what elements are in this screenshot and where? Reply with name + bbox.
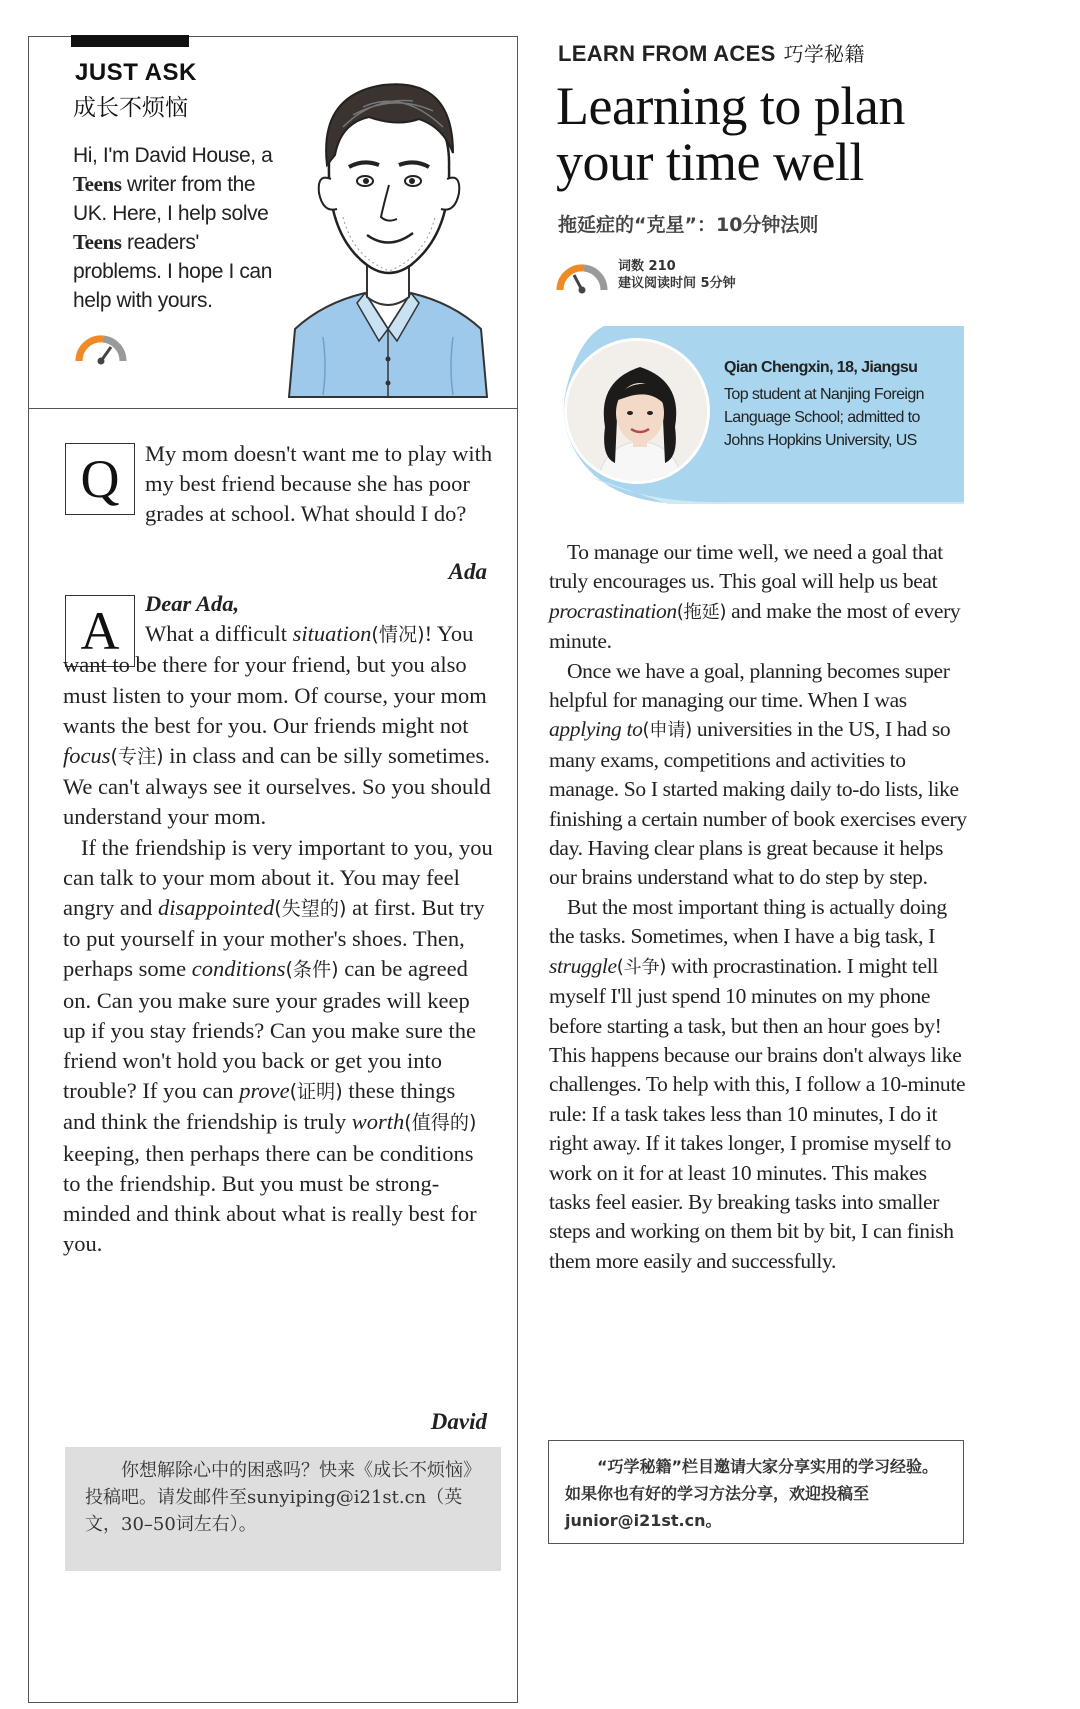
gauge-icon bbox=[554, 262, 610, 294]
word-count: 词数 210 bbox=[618, 259, 676, 274]
question-body: My mom doesn't want me to play with my best friend because she has poor grades at school. What should I do? bbox=[145, 441, 493, 527]
article-paragraph-3: But the most important thing is actually doing the tasks. Sometimes, when I have a big task, I struggle(斗争) with procrastination. I might tell myself I'll just spend 10 minutes on my phone before starting a task, but then an hour goes by! This happens because our brains don't always like challenges. To help with this, I follow a 10-minute rule: If a task takes less than 10 minutes, I do it right away. If it takes longer, I promise myself to work on it for at least 10 minutes. This makes tasks feel easier. By breaking tasks into smaller steps and working on them bit by bit, I can finish them more easily and successfully. bbox=[549, 894, 966, 1273]
author-profile-text bbox=[724, 356, 954, 452]
answer-letter-box: A bbox=[65, 595, 135, 667]
author-profile-card bbox=[548, 326, 964, 504]
question-text bbox=[63, 439, 493, 530]
qian-chengxin-photo bbox=[564, 338, 710, 484]
david-house-caricature bbox=[283, 67, 493, 402]
column-title: JUST ASK bbox=[75, 59, 197, 86]
reading-time: 建议阅读时间 5分钟 bbox=[618, 276, 736, 291]
submission-notice bbox=[65, 1447, 501, 1571]
section-kicker-cn: 巧学秘籍 bbox=[783, 42, 865, 66]
writer-intro: Hi, I'm David House, a Teens writer from the UK. Here, I help solve Teens readers' problems. I hope I can help with yours. bbox=[73, 144, 273, 312]
author-bio: Top student at Nanjing Foreign Language School; admitted to Johns Hopkins University, US bbox=[724, 386, 924, 449]
reading-meta bbox=[618, 258, 736, 292]
section-kicker: LEARN FROM ACES 巧学秘籍 bbox=[558, 41, 865, 66]
submission-notice-text: 你想解除心中的困惑吗？快来《成长不烦恼》投稿吧。请发邮件至sunyiping@i21st.cn（英文，30–50词左右）。 bbox=[85, 1460, 481, 1535]
question-signature: Ada bbox=[448, 559, 487, 584]
answer-signature: David bbox=[430, 1409, 487, 1434]
author-name: Qian Chengxin, 18, Jiangsu bbox=[724, 359, 918, 376]
submission-invite bbox=[548, 1440, 964, 1544]
article-subhead: 拖延症的“克星”：10分钟法则 bbox=[558, 214, 819, 236]
column-subtitle: 成长不烦恼 bbox=[73, 95, 188, 121]
article-headline: Learning to plan your time well bbox=[556, 76, 905, 192]
answer-greeting: Dear Ada, bbox=[145, 591, 240, 616]
article-paragraph-2: Once we have a goal, planning becomes super helpful for managing our time. When I was applying to(申请) universities in the US, I had so many exams, competitions and activities to manage. So I started making daily to-do lists, like finishing a certain number of book exercises every day. Having clear plans is great because it helps our brains understand what to do step by step. bbox=[549, 658, 967, 890]
answer-text bbox=[63, 589, 493, 1259]
submission-invite-text: “巧学秘籍”栏目邀请大家分享实用的学习经验。如果你也有好的学习方法分享，欢迎投稿至junior@i21st.cn。 bbox=[565, 1457, 939, 1530]
column-header bbox=[29, 37, 517, 409]
article-paragraph-1: To manage our time well, we need a goal that truly encourages us. This goal will help us beat procrastination(拖延) and make the most of every minute. bbox=[549, 540, 961, 654]
answer-paragraph-2: If the friendship is very important to you, you can talk to your mom about it. You may feel angry and disappointed(失望的) at first. But try to put yourself in your mother's shoes. Then, perhaps some conditions(条件) can be agreed on. Can you make sure your grades will keep up if you stay friends? Can you make sure the friend won't hold you back or get you into trouble? If you can prove(证明) these things and think the friendship is truly worth(值得的) keeping, then perhaps there can be conditions to the friendship. But you must be strong-minded and think about what is really best for you. bbox=[63, 834, 493, 1257]
question-letter-box: Q bbox=[65, 443, 135, 515]
just-ask-column bbox=[28, 36, 518, 1703]
answer-paragraph-1: What a difficult situation(情况)! You want to be there for your friend, but you also must listen to your mom. Of course, your mom wants the best for you. Our friends might not focus(专注) in class and can be silly sometimes. We can't always see it ourselves. So you should understand your mom. bbox=[63, 621, 491, 830]
article-body bbox=[549, 538, 967, 1276]
gauge-icon bbox=[73, 333, 129, 365]
